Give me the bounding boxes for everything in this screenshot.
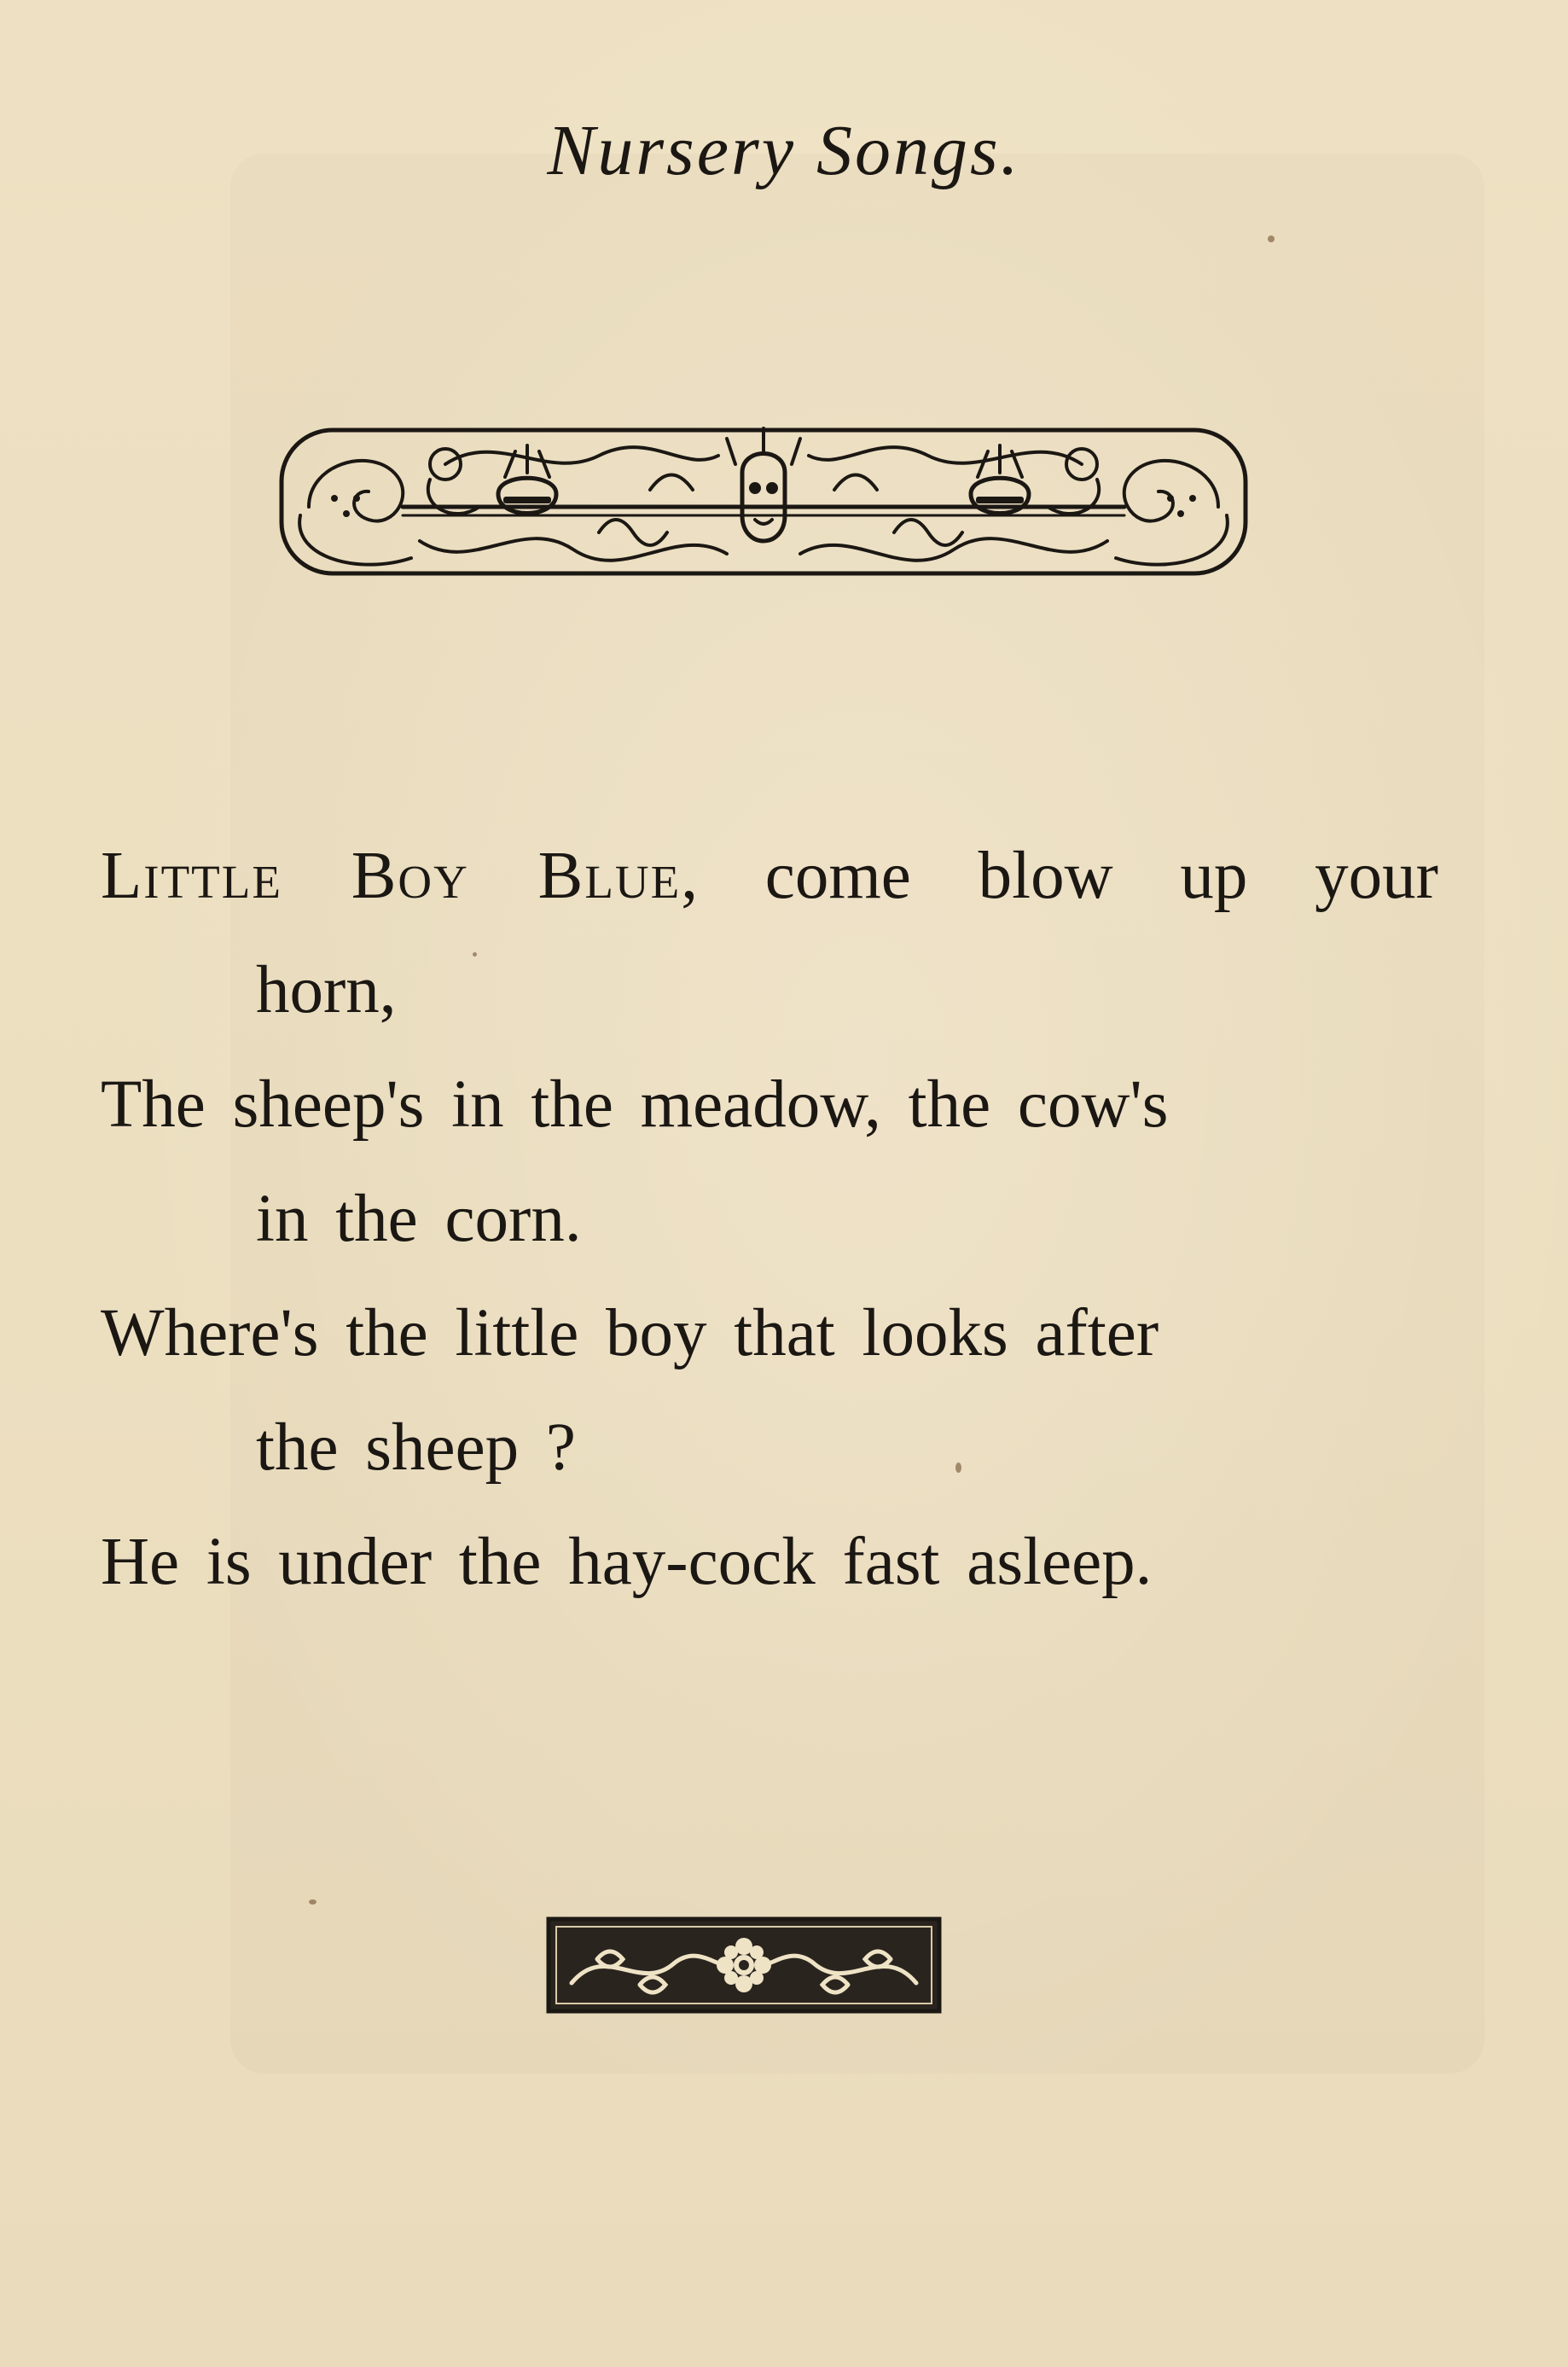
paper-speck bbox=[473, 952, 477, 957]
poem-line-7: He is under the hay-cock fast asleep. bbox=[101, 1525, 1153, 1599]
poem-line-1-rest: , come blow up your bbox=[681, 839, 1438, 913]
poem-line-6: the sheep ? bbox=[256, 1410, 576, 1485]
poem-line-1 bbox=[101, 819, 1438, 933]
paper-speck bbox=[1268, 236, 1275, 242]
poem-line-2: horn, bbox=[256, 953, 397, 1027]
poem-line-4: in the corn. bbox=[256, 1182, 582, 1256]
poem bbox=[101, 819, 1449, 1620]
paper-speck bbox=[955, 1463, 961, 1473]
paper-speck bbox=[309, 1899, 317, 1905]
poem-line-3: The sheep's in the meadow, the cow's bbox=[101, 1067, 1169, 1142]
poem-line-5: Where's the little boy that looks after bbox=[101, 1296, 1159, 1370]
floral-tailpiece-icon bbox=[546, 1916, 942, 2014]
poem-title-words: Little Boy Blue bbox=[101, 839, 682, 913]
ornamental-headpiece-icon bbox=[275, 413, 1252, 592]
running-head: Nursery Songs. bbox=[547, 111, 1021, 190]
